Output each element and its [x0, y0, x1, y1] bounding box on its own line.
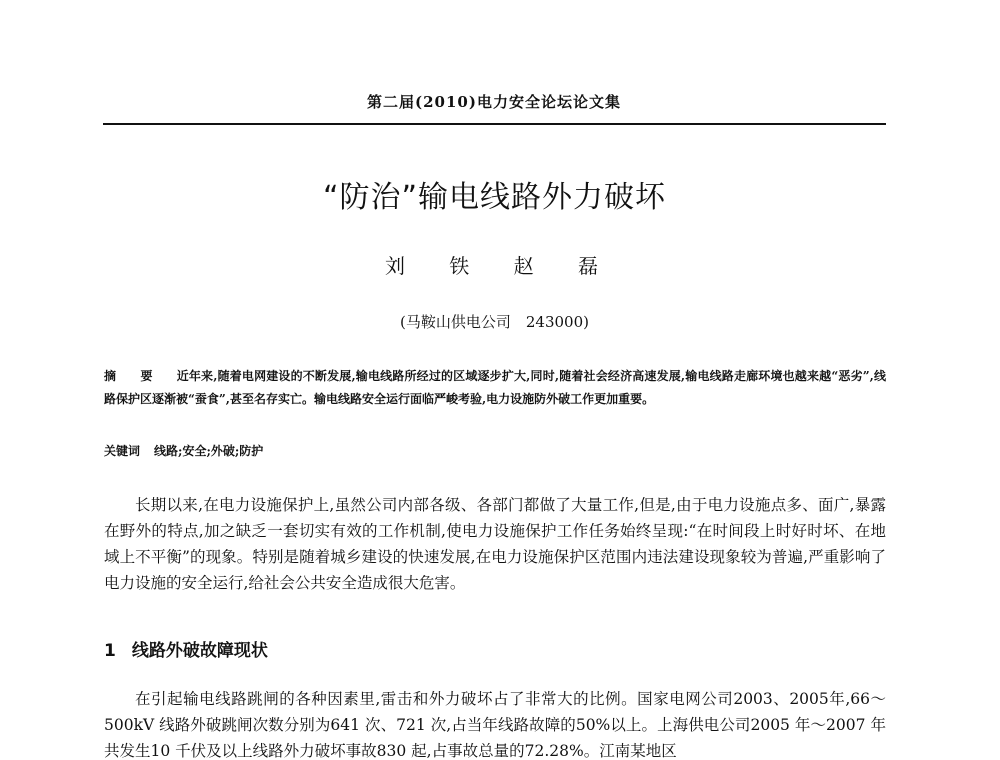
- article-affiliation: (马鞍山供电公司 243000): [400, 313, 589, 331]
- article-authors: 刘 铁 赵 磊: [384, 254, 605, 278]
- section-title: 线路外破故障现状: [131, 641, 268, 661]
- keywords-text: 线路;安全;外破;防护: [154, 444, 264, 458]
- article-title: “防治”输电线路外力破坏: [322, 180, 667, 215]
- keywords-label: 关键词: [104, 444, 141, 458]
- section-paragraph: 在引起输电线路跳闸的各种因素里,雷击和外力破坏占了非常大的比例。国家电网公司2003、2005年,66～500kV 线路外破跳闸次数分别为641 次、721 次,占当年线路故障的50%以上。上海供电公司2005 年～2007 年共发生10 千伏及以上线路外力破坏事故830 起,占事故总量的72.28%。江南某地区: [104, 690, 886, 760]
- section-number: 1: [104, 641, 116, 661]
- intro-paragraph: 长期以来,在电力设施保护上,虽然公司内部各级、各部门都做了大量工作,但是,由于电力设施点多、面广,暴露在野外的特点,加之缺乏一套切实有效的工作机制,使电力设施保护工作任务始终呈现:“在时间段上时好时坏、在地域上不平衡”的现象。特别是随着城乡建设的快速发展,在电力设施保护区范围内违法建设现象较为普遍,严重影响了电力设施的安全运行,给社会公共安全造成很大危害。: [104, 496, 886, 592]
- keywords: [104, 441, 886, 461]
- section-heading: [104, 636, 268, 661]
- abstract: [104, 365, 886, 411]
- header-rule: [103, 123, 886, 125]
- abstract-text: 近年来,随着电网建设的不断发展,输电线路所经过的区域逐步扩大,同时,随着社会经济高速发展,输电线路走廊环境也越来越“恶劣”,线路保护区逐渐被“蚕食”,甚至名存实亡。输电线路安全运行面临严峻考验,电力设施防外破工作更加重要。: [104, 369, 886, 406]
- abstract-label: 摘 要: [104, 369, 163, 383]
- running-header: 第二届(2010)电力安全论坛论文集: [367, 93, 621, 111]
